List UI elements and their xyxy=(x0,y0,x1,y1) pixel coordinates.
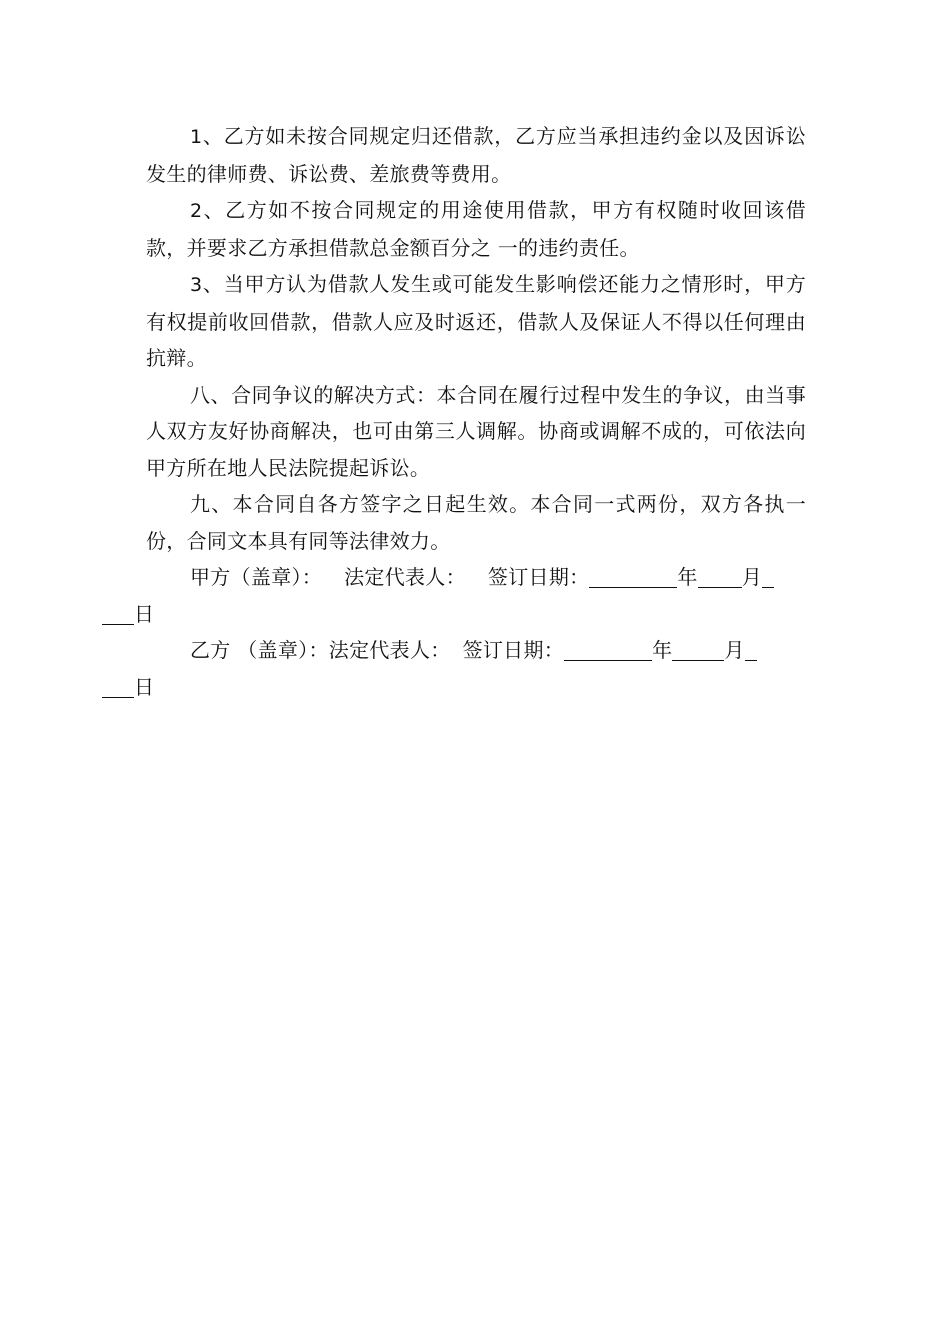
day-label: 日 xyxy=(134,601,155,626)
year-label: 年 xyxy=(652,638,673,662)
day-blank-continued xyxy=(102,677,134,698)
day-blank xyxy=(762,567,774,588)
year-blank xyxy=(564,640,652,661)
clause-text: 、乙方如不按合同规定的用途使用借款，甲方有权随时收回该借款，并要求乙方承担借款总金额百分之 一的违约责任。 xyxy=(146,198,806,260)
article-eight: 八、合同争议的解决方式：本合同在履行过程中发生的争议，由当事人双方友好协商解决，也可由第三人调解。协商或调解不成的，可依法向甲方所在地人民法院提起诉讼。 xyxy=(146,382,806,480)
clause-text: 、当甲方认为借款人发生或可能发生影响偿还能力之情形时，甲方有权提前收回借款，借款人应及时返还，借款人及保证人不得以任何理由抗辩。 xyxy=(146,272,806,370)
clause-number: 3 xyxy=(190,274,203,296)
date-label: 签订日期： xyxy=(487,565,590,589)
clause-3 xyxy=(146,266,806,377)
representative-label: 法定代表人： xyxy=(344,565,466,589)
signature-line-party-b xyxy=(134,632,806,705)
clause-1 xyxy=(146,118,806,192)
day-label: 日 xyxy=(134,674,155,699)
year-blank xyxy=(589,567,677,588)
day-blank-continued xyxy=(102,604,134,625)
contract-body xyxy=(134,118,806,705)
party-b-label: 乙方 （盖章）： xyxy=(190,638,329,662)
year-label: 年 xyxy=(677,565,698,589)
month-label: 月 xyxy=(724,638,745,662)
clause-2 xyxy=(146,192,806,266)
month-label: 月 xyxy=(741,565,763,589)
clause-text: 、乙方如未按合同规定归还借款，乙方应当承担违约金以及因诉讼发生的律师费、诉讼费、差旅费等费用。 xyxy=(146,124,806,186)
article-nine: 九、本合同自各方签字之日起生效。本合同一式两份，双方各执一份，合同文本具有同等法律效力。 xyxy=(146,492,806,553)
month-blank xyxy=(698,567,742,588)
clause-number: 2 xyxy=(190,200,203,222)
date-label: 签订日期： xyxy=(462,638,565,662)
representative-label: 法定代表人： xyxy=(328,638,451,662)
clause-number: 1 xyxy=(190,126,203,148)
party-a-label: 甲方（盖章）： xyxy=(190,565,323,589)
signature-line-party-a xyxy=(134,559,806,632)
day-blank xyxy=(745,640,757,661)
month-blank xyxy=(672,640,724,661)
